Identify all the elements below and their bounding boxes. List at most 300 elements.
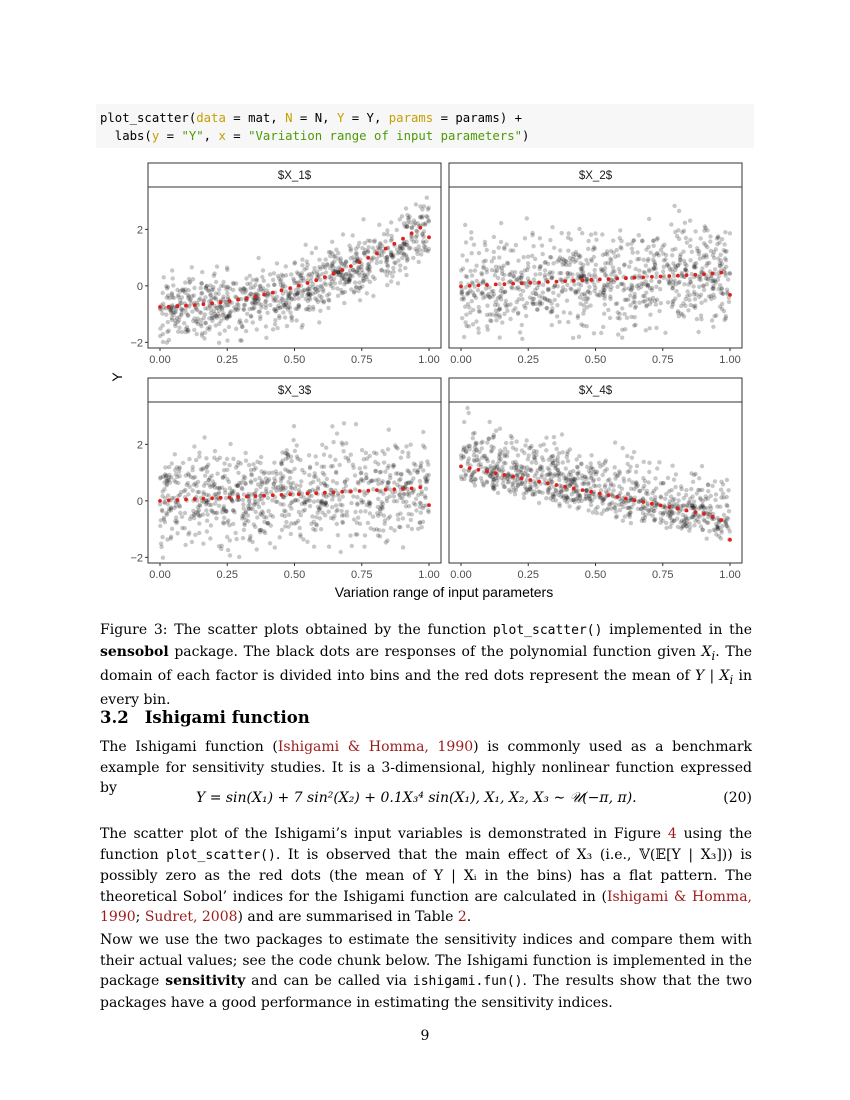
data-point [186,328,190,332]
data-point [646,480,650,484]
data-point [159,518,163,522]
data-point [248,536,252,540]
bin-mean-point [167,305,171,309]
data-point [607,502,611,506]
data-point [294,483,298,487]
data-point [672,478,676,482]
data-point [345,510,349,514]
data-point [641,516,645,520]
data-point [405,243,409,247]
data-point [601,473,605,477]
data-point [264,324,268,328]
data-point [226,518,230,522]
data-point [379,489,383,493]
data-point [264,306,268,310]
data-point [471,308,475,312]
data-point [654,271,658,275]
data-point [652,518,656,522]
data-point [350,544,354,548]
data-point [581,311,585,315]
data-point [342,421,346,425]
data-point [632,296,636,300]
caption-label: Figure 3: [100,622,168,638]
bin-mean-point [685,509,689,513]
data-point [427,510,431,514]
data-point [226,285,230,289]
data-point [553,466,557,470]
data-point [460,253,464,257]
data-point [550,270,554,274]
data-point [340,291,344,295]
data-point [197,451,201,455]
data-point [625,316,629,320]
data-point [251,462,255,466]
bin-mean-point [520,281,524,285]
x-tick-label: 0.75 [351,354,373,366]
data-point [371,275,375,279]
data-point [617,469,621,473]
math-sub: i [711,648,716,663]
data-point [519,470,523,474]
data-point [343,479,347,483]
data-point [330,497,334,501]
data-point [589,257,593,261]
bin-mean-point [340,490,344,494]
table-ref-link[interactable]: 2 [457,909,467,925]
data-point [288,476,292,480]
bin-mean-point [236,495,240,499]
data-point [307,473,311,477]
data-point [240,516,244,520]
data-point [319,527,323,531]
data-point [347,271,351,275]
data-point [642,460,646,464]
data-point [677,498,681,502]
data-point [699,236,703,240]
data-point [242,528,246,532]
data-point [684,236,688,240]
bin-mean-point [306,492,310,496]
data-point [613,440,617,444]
bin-mean-point [262,494,266,498]
data-point [497,255,501,259]
data-point [289,272,293,276]
x-tick-label: 1.00 [719,354,741,366]
data-point [525,465,529,469]
data-point [396,513,400,517]
bin-mean-point [546,280,550,284]
data-point [330,261,334,265]
data-point [557,451,561,455]
bin-mean-point [719,518,723,522]
data-point [655,236,659,240]
data-point [327,493,331,497]
data-point [625,506,629,510]
data-point [488,420,492,424]
data-point [264,489,268,493]
data-point [561,450,565,454]
data-point [509,285,513,289]
data-point [267,471,271,475]
data-point [161,291,165,295]
data-point [300,257,304,261]
data-point [389,220,393,224]
data-point [272,283,276,287]
data-point [573,260,577,264]
data-point [396,251,400,255]
bin-mean-point [366,489,370,493]
data-point [515,300,519,304]
data-point [190,540,194,544]
math-y: Y [694,667,705,684]
data-point [561,460,565,464]
data-point [212,493,216,497]
data-point [221,295,225,299]
data-point [284,520,288,524]
bin-mean-point [650,502,654,506]
data-point [236,471,240,475]
data-point [724,265,728,269]
equation-body: Y = sin(X₁) + 7 sin²(X₂) + 0.1X₃⁴ sin(X₁), X₁, X₂, X₃ ∼ 𝒰(−π, π). [196,790,637,806]
data-point [171,276,175,280]
data-point [255,327,259,331]
data-point [522,492,526,496]
data-point [699,313,703,317]
data-point [480,440,484,444]
data-point [263,470,267,474]
data-point [363,465,367,469]
data-point [191,488,195,492]
data-point [723,249,727,253]
data-point [489,444,493,448]
data-point [491,477,495,481]
x-tick-label: 0.25 [216,354,238,366]
data-point [471,322,475,326]
para-text: The scatter plot of the Ishigami’s input variables is demonstrated in Figure [100,826,668,842]
bin-mean-point [297,284,301,288]
data-point [459,281,463,285]
data-point [629,260,633,264]
data-point [191,277,195,281]
data-point [203,306,207,310]
data-point [577,499,581,503]
data-point [609,272,613,276]
bin-mean-point [503,473,507,477]
data-point [195,319,199,323]
data-point [273,318,277,322]
data-point [389,279,393,283]
data-point [421,222,425,226]
data-point [500,286,504,290]
data-point [527,446,531,450]
data-point [475,458,479,462]
data-point [700,266,704,270]
data-point [522,304,526,308]
data-point [472,453,476,457]
data-point [688,258,692,262]
data-point [699,293,703,297]
y-tick-label: −2 [130,337,143,350]
data-point [330,505,334,509]
data-point [589,453,593,457]
bin-mean-point [598,278,602,282]
data-point [633,292,637,296]
data-point [584,258,588,262]
data-point [372,528,376,532]
data-point [641,294,645,298]
data-point [642,258,646,262]
code-token: ) [522,129,530,143]
data-point [305,259,309,263]
data-point [508,490,512,494]
data-point [385,496,389,500]
data-point [313,471,317,475]
data-point [531,302,535,306]
data-point [240,325,244,329]
data-point [217,504,221,508]
data-point [504,299,508,303]
data-point [312,520,316,524]
data-point [664,253,668,257]
bin-mean-point [262,293,266,297]
paragraph-3 [100,930,752,1013]
data-point [671,302,675,306]
data-point [695,317,699,321]
data-point [613,472,617,476]
data-point [346,276,350,280]
data-point [407,490,411,494]
data-point [287,513,291,517]
para-text: ) is commonly used as a benchmark example for sensitivity studies. It is a 3-dimensional, highly nonlinear function expressed by [100,739,752,796]
bin-mean-point [358,489,362,493]
data-point [616,316,620,320]
data-point [500,469,504,473]
data-point [231,281,235,285]
data-point [262,515,266,519]
data-point [160,535,164,539]
data-point [465,258,469,262]
data-point [281,282,285,286]
data-point [312,270,316,274]
data-point [621,446,625,450]
data-point [225,316,229,320]
data-point [618,312,622,316]
data-point [266,509,270,513]
data-point [617,484,621,488]
data-point [334,471,338,475]
data-point [548,310,552,314]
data-point [531,244,535,248]
data-point [676,228,680,232]
bin-mean-point [418,226,422,230]
bin-mean-point [615,495,619,499]
page-number: 9 [420,1028,430,1044]
data-point [276,306,280,310]
data-point [667,282,671,286]
data-point [629,315,633,319]
data-point [365,291,369,295]
code-token: = params) + [433,111,523,125]
data-point [289,485,293,489]
data-point [321,287,325,291]
scatter-figure [100,160,750,605]
data-point [341,494,345,498]
data-point [211,287,215,291]
data-point [342,263,346,267]
data-point [722,318,726,322]
data-point [654,302,658,306]
data-point [192,293,196,297]
data-point [292,261,296,265]
data-point [326,298,330,302]
data-point [464,240,468,244]
data-point [727,300,731,304]
bin-mean-point [254,494,258,498]
data-point [618,491,622,495]
data-point [283,509,287,513]
data-point [382,460,386,464]
data-point [594,472,598,476]
bin-mean-point [176,304,180,308]
bin-mean-point [702,272,706,276]
para-text: using the function [100,826,752,863]
data-point [544,306,548,310]
data-point [719,488,723,492]
bin-mean-point [555,280,559,284]
data-point [271,482,275,486]
data-point [288,305,292,309]
data-point [485,304,489,308]
data-point [381,479,385,483]
data-point [577,335,581,339]
citation-link[interactable]: Sudret, 2008 [144,909,238,925]
data-point [368,501,372,505]
data-point [477,305,481,309]
data-point [281,486,285,490]
data-point [179,311,183,315]
bin-mean-point [158,499,162,503]
data-point [326,510,330,514]
data-point [550,306,554,310]
data-point [225,338,229,342]
bin-mean-point [210,302,214,306]
bin-mean-point [572,487,576,491]
data-point [356,481,360,485]
data-point [519,293,523,297]
citation-link[interactable]: Ishigami & Homma, 1990 [100,888,753,925]
citation-link[interactable]: Ishigami & Homma, 1990 [277,739,474,755]
data-point [589,465,593,469]
data-point [533,272,537,276]
data-point [322,453,326,457]
data-point [217,341,221,345]
data-point [635,257,639,261]
data-point [625,242,629,246]
x-tick-label: 1.00 [418,354,440,366]
data-point [505,450,509,454]
data-point [395,228,399,232]
data-point [195,490,199,494]
bin-mean-point [202,302,206,306]
data-point [631,251,635,255]
data-point [507,273,511,277]
data-point [472,470,476,474]
data-point [251,278,255,282]
data-point [588,486,592,490]
data-point [380,449,384,453]
data-point [163,472,167,476]
data-point [692,499,696,503]
data-point [523,481,527,485]
data-point [207,288,211,292]
data-point [721,491,725,495]
data-point [611,265,615,269]
data-point [371,515,375,519]
data-point [586,508,590,512]
data-point [573,290,577,294]
data-point [514,243,518,247]
data-point [627,265,631,269]
data-point [538,236,542,240]
data-point [630,456,634,460]
data-point [395,446,399,450]
data-point [634,470,638,474]
data-point [334,509,338,513]
data-point [355,495,359,499]
data-point [530,254,534,258]
data-point [219,284,223,288]
data-point [673,279,677,283]
data-point [698,274,702,278]
caption-text: implemented in the [602,622,753,638]
data-point [711,325,715,329]
data-point [293,449,297,453]
data-point [561,494,565,498]
data-point [240,487,244,491]
data-point [512,274,516,278]
data-point [221,311,225,315]
data-point [158,524,162,528]
data-point [679,484,683,488]
data-point [259,455,263,459]
data-point [641,511,645,515]
data-point [420,489,424,493]
data-point [358,466,362,470]
data-point [325,477,329,481]
data-point [497,246,501,250]
data-point [421,248,425,252]
code-chunk [96,104,754,148]
data-point [726,277,730,281]
data-point [212,456,216,460]
data-point [187,457,191,461]
data-point [557,470,561,474]
data-point [602,288,606,292]
data-point [202,484,206,488]
data-point [293,498,297,502]
data-point [532,489,536,493]
data-point [503,485,507,489]
data-point [525,216,529,220]
data-point [663,331,667,335]
data-point [560,432,564,436]
data-point [417,260,421,264]
data-point [526,261,530,265]
data-point [592,289,596,293]
data-point [673,264,677,268]
figure-ref-link[interactable]: 4 [667,826,677,842]
data-point [230,499,234,503]
